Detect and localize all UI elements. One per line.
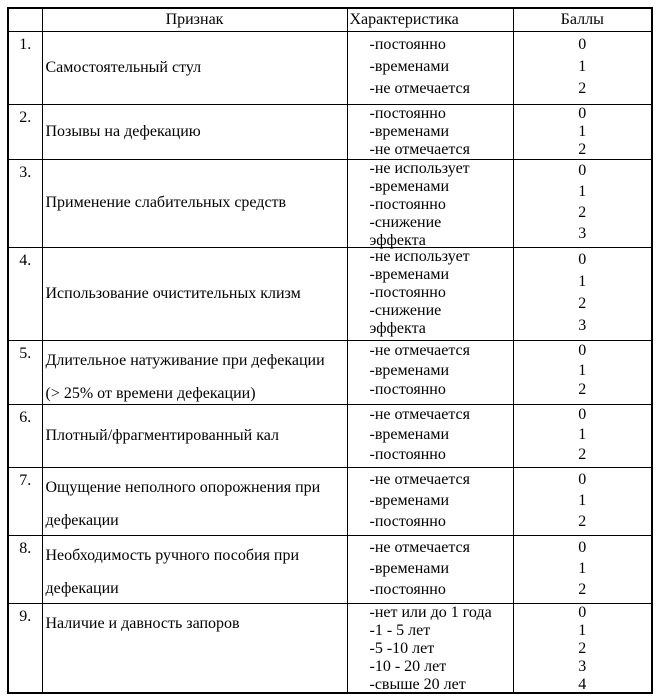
feature-cell xyxy=(42,535,347,603)
score-value: 2 xyxy=(578,294,587,312)
characteristic-line: -временами xyxy=(369,491,450,509)
characteristic-cell xyxy=(347,340,513,404)
score-value: 1 xyxy=(578,183,587,201)
characteristic-line: -постоянно xyxy=(369,195,446,213)
score-value: 0 xyxy=(578,104,587,122)
score-value: 1 xyxy=(578,491,587,509)
score-cell xyxy=(513,247,652,340)
table-row xyxy=(8,31,652,104)
header-score: Баллы xyxy=(513,8,652,31)
score-value: 1 xyxy=(578,559,587,577)
score-value: 0 xyxy=(578,603,587,621)
characteristic-cell xyxy=(347,404,513,467)
score-values xyxy=(514,248,652,339)
characteristic-line: -не отмечается xyxy=(369,538,470,556)
score-value: 4 xyxy=(578,675,587,693)
score-values xyxy=(514,341,652,401)
feature-cell xyxy=(42,603,347,693)
feature-line: Длительное натуживание при дефекации xyxy=(45,351,325,369)
characteristic-lines xyxy=(348,159,513,249)
characteristic-line: -1 - 5 лет xyxy=(369,621,431,639)
row-number-cell: 9. xyxy=(8,603,42,693)
score-value: 3 xyxy=(578,657,587,675)
characteristic-lines xyxy=(348,536,513,602)
characteristic-line: -не отмечается xyxy=(369,470,470,488)
score-value: 3 xyxy=(578,316,587,334)
characteristic-line: -временами xyxy=(369,265,450,283)
characteristic-line: -постоянно xyxy=(369,35,446,53)
characteristic-line: -не отмечается xyxy=(369,342,470,359)
characteristic-line: -нет или до 1 года xyxy=(369,603,492,621)
feature-cell xyxy=(42,340,347,404)
score-value: 2 xyxy=(578,381,587,398)
table-row xyxy=(8,535,652,603)
score-value: 1 xyxy=(578,361,587,379)
score-values xyxy=(514,468,652,534)
characteristic-lines xyxy=(348,341,513,401)
row-number-cell: 6. xyxy=(8,404,42,467)
feature-line: дефекации xyxy=(45,579,119,597)
score-cell xyxy=(513,467,652,535)
characteristic-cell xyxy=(347,159,513,247)
row-number-cell: 5. xyxy=(8,340,42,404)
row-number-cell: 2. xyxy=(8,104,42,159)
characteristic-line: -временами xyxy=(369,559,450,577)
characteristic-cell xyxy=(347,467,513,535)
feature-cell xyxy=(42,159,347,247)
feature-line: Плотный/фрагментированный кал xyxy=(45,426,279,444)
characteristic-cell xyxy=(347,31,513,104)
feature-cell xyxy=(42,247,347,340)
characteristic-lines xyxy=(348,405,513,466)
score-value: 2 xyxy=(578,639,587,657)
feature-line: Самостоятельный стул xyxy=(45,58,202,76)
feature-line: (> 25% от времени дефекации) xyxy=(45,384,256,402)
table-row xyxy=(8,159,652,247)
table-row xyxy=(8,247,652,340)
header-characteristic: Характеристика xyxy=(347,8,513,31)
characteristic-cell xyxy=(347,535,513,603)
score-value: 0 xyxy=(578,251,587,269)
table-header xyxy=(8,8,652,31)
score-value: 0 xyxy=(578,35,587,53)
feature-line: Наличие и давность запоров xyxy=(45,614,240,632)
score-value: 1 xyxy=(578,122,587,140)
row-number-cell: 4. xyxy=(8,247,42,340)
feature-cell xyxy=(42,467,347,535)
score-value: 0 xyxy=(578,162,587,180)
feature-line: Применение слабительных средств xyxy=(45,194,287,211)
feature-cell xyxy=(42,104,347,159)
row-number-cell: 8. xyxy=(8,535,42,603)
header-feature: Признак xyxy=(42,8,347,31)
feature-line: Позывы на дефекацию xyxy=(45,122,201,140)
header-row xyxy=(8,8,652,31)
header-number-cell xyxy=(8,8,42,31)
characteristic-line: эффекта xyxy=(369,231,426,249)
characteristic-line: -временами xyxy=(369,361,450,379)
characteristic-line: -не отмечается xyxy=(369,140,470,158)
characteristic-line: -постоянно xyxy=(369,381,446,398)
table-row xyxy=(8,340,652,404)
characteristic-line: -не отмечается xyxy=(369,80,470,98)
characteristic-line: -временами xyxy=(369,177,450,195)
characteristic-line: -постоянно xyxy=(369,512,446,530)
characteristic-line: -временами xyxy=(369,58,450,75)
feature-cell xyxy=(42,31,347,104)
scoring-table xyxy=(7,7,653,694)
score-cell xyxy=(513,404,652,467)
score-values xyxy=(514,604,652,692)
score-value: 2 xyxy=(578,445,587,463)
score-values xyxy=(514,405,652,466)
score-values xyxy=(514,32,652,103)
score-value: 1 xyxy=(578,273,587,291)
score-value: 1 xyxy=(578,621,587,639)
feature-line: Ощущение неполного опорожнения при xyxy=(45,478,321,496)
characteristic-line: -постоянно xyxy=(369,104,446,122)
characteristic-line: эффекта xyxy=(369,320,426,338)
feature-line: Необходимость ручного пособия при xyxy=(45,546,300,564)
characteristic-line: -не использует xyxy=(369,159,470,177)
table-row xyxy=(8,603,652,693)
characteristic-line: -временами xyxy=(369,122,450,140)
score-cell xyxy=(513,340,652,404)
score-value: 2 xyxy=(578,203,587,221)
score-value: 2 xyxy=(578,140,587,158)
feature-line: Использование очистительных клизм xyxy=(45,284,301,302)
score-cell xyxy=(513,603,652,693)
score-value: 0 xyxy=(578,470,587,488)
feature-line: дефекации xyxy=(45,511,119,529)
score-value: 3 xyxy=(578,224,587,242)
characteristic-line: -постоянно xyxy=(369,580,446,598)
score-value: 1 xyxy=(578,426,587,443)
score-value: 2 xyxy=(578,580,587,598)
row-number-cell: 3. xyxy=(8,159,42,247)
characteristic-lines xyxy=(348,32,513,103)
table-body xyxy=(8,31,652,693)
score-value: 0 xyxy=(578,538,587,556)
score-value: 1 xyxy=(578,58,587,75)
characteristic-line: -свыше 20 лет xyxy=(369,675,466,693)
characteristic-cell xyxy=(347,247,513,340)
feature-cell xyxy=(42,404,347,467)
table-row xyxy=(8,104,652,159)
row-number-cell: 7. xyxy=(8,467,42,535)
score-values xyxy=(514,160,652,246)
characteristic-cell xyxy=(347,104,513,159)
score-cell xyxy=(513,159,652,247)
characteristic-cell xyxy=(347,603,513,693)
characteristic-lines xyxy=(348,468,513,534)
score-value: 0 xyxy=(578,406,587,424)
score-cell xyxy=(513,535,652,603)
document-page xyxy=(7,7,653,694)
score-cell xyxy=(513,104,652,159)
characteristic-line: -5 -10 лет xyxy=(369,639,435,657)
characteristic-lines xyxy=(348,604,513,692)
characteristic-line: -не отмечается xyxy=(369,406,470,424)
table-row xyxy=(8,404,652,467)
characteristic-lines xyxy=(348,248,513,339)
characteristic-lines xyxy=(348,105,513,158)
characteristic-line: -снижение xyxy=(369,213,442,231)
characteristic-line: -постоянно xyxy=(369,283,446,301)
row-number-cell: 1. xyxy=(8,31,42,104)
table-row xyxy=(8,467,652,535)
score-cell xyxy=(513,31,652,104)
score-value: 2 xyxy=(578,80,587,98)
characteristic-line: -постоянно xyxy=(369,445,446,463)
score-value: 0 xyxy=(578,342,587,359)
characteristic-line: -временами xyxy=(369,426,450,443)
score-values xyxy=(514,105,652,158)
characteristic-line: -снижение xyxy=(369,302,442,320)
score-value: 2 xyxy=(578,512,587,530)
characteristic-line: -не использует xyxy=(369,247,470,265)
characteristic-line: -10 - 20 лет xyxy=(369,657,447,675)
score-values xyxy=(514,536,652,602)
